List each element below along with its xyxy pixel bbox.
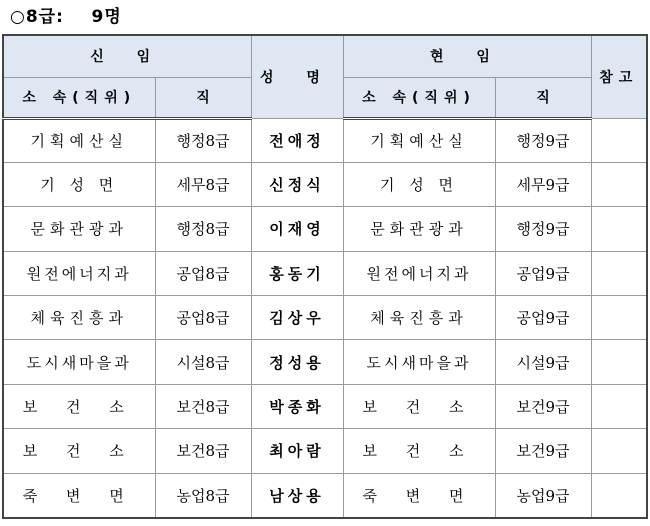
new-dept-cell: 보 건 소 [3, 429, 155, 473]
header-rank-new: 직 [155, 77, 251, 118]
current-dept-cell: 기획예산실 [343, 118, 495, 162]
note-cell [591, 473, 647, 517]
current-dept-cell: 죽 변 면 [343, 473, 495, 517]
new-rank-cell: 시설8급 [155, 340, 251, 384]
note-cell [591, 384, 647, 428]
new-dept-cell: 도시새마을과 [3, 340, 155, 384]
note-cell [591, 207, 647, 251]
new-dept-cell: 원전에너지과 [3, 251, 155, 295]
current-rank-cell: 행정9급 [495, 207, 591, 251]
new-rank-cell: 세무8급 [155, 162, 251, 206]
name-cell: 최아람 [251, 429, 343, 473]
new-rank-cell: 농업8급 [155, 473, 251, 517]
header-affiliation-current: 소 속(직위) [343, 77, 495, 118]
header-name: 성 명 [251, 35, 343, 118]
table-row [3, 340, 647, 384]
name-cell: 전애정 [251, 118, 343, 162]
name-cell: 정성용 [251, 340, 343, 384]
name-cell: 신정식 [251, 162, 343, 206]
header-affiliation-new: 소 속(직위) [3, 77, 155, 118]
current-rank-cell: 세무9급 [495, 162, 591, 206]
current-dept-cell: 보 건 소 [343, 429, 495, 473]
table-row [3, 118, 647, 162]
new-dept-cell: 기획예산실 [3, 118, 155, 162]
note-cell [591, 251, 647, 295]
new-dept-cell: 기 성 면 [3, 162, 155, 206]
current-rank-cell: 보건9급 [495, 429, 591, 473]
new-rank-cell: 공업8급 [155, 296, 251, 340]
name-cell: 남상용 [251, 473, 343, 517]
new-rank-cell: 행정8급 [155, 118, 251, 162]
current-rank-cell: 공업9급 [495, 296, 591, 340]
header-rank-current: 직 [495, 77, 591, 118]
table-row [3, 384, 647, 428]
note-cell [591, 118, 647, 162]
current-rank-cell: 행정9급 [495, 118, 591, 162]
current-rank-cell: 보건9급 [495, 384, 591, 428]
current-rank-cell: 시설9급 [495, 340, 591, 384]
new-dept-cell: 죽 변 면 [3, 473, 155, 517]
new-rank-cell: 행정8급 [155, 207, 251, 251]
table-row [3, 162, 647, 206]
current-dept-cell: 체육진흥과 [343, 296, 495, 340]
new-dept-cell: 체육진흥과 [3, 296, 155, 340]
note-cell [591, 296, 647, 340]
current-dept-cell: 도시새마을과 [343, 340, 495, 384]
header-current-post: 현 임 [343, 35, 591, 77]
name-cell: 박종화 [251, 384, 343, 428]
table-row [3, 296, 647, 340]
new-rank-cell: 보건8급 [155, 384, 251, 428]
personnel-table [2, 34, 648, 519]
note-cell [591, 162, 647, 206]
name-cell: 이재영 [251, 207, 343, 251]
header-new-post: 신 임 [3, 35, 251, 77]
new-dept-cell: 보 건 소 [3, 384, 155, 428]
table-row [3, 429, 647, 473]
new-rank-cell: 공업8급 [155, 251, 251, 295]
current-dept-cell: 원전에너지과 [343, 251, 495, 295]
current-dept-cell: 보 건 소 [343, 384, 495, 428]
name-cell: 김상우 [251, 296, 343, 340]
note-cell [591, 340, 647, 384]
current-dept-cell: 기 성 면 [343, 162, 495, 206]
current-dept-cell: 문화관광과 [343, 207, 495, 251]
section-heading: ○8급: 9명 [10, 7, 122, 27]
note-cell [591, 429, 647, 473]
current-rank-cell: 공업9급 [495, 251, 591, 295]
header-note: 참고 [591, 35, 647, 118]
current-rank-cell: 농업9급 [495, 473, 591, 517]
name-cell: 홍동기 [251, 251, 343, 295]
new-rank-cell: 보건8급 [155, 429, 251, 473]
table-row [3, 473, 647, 517]
new-dept-cell: 문화관광과 [3, 207, 155, 251]
table-row [3, 251, 647, 295]
table-row [3, 207, 647, 251]
